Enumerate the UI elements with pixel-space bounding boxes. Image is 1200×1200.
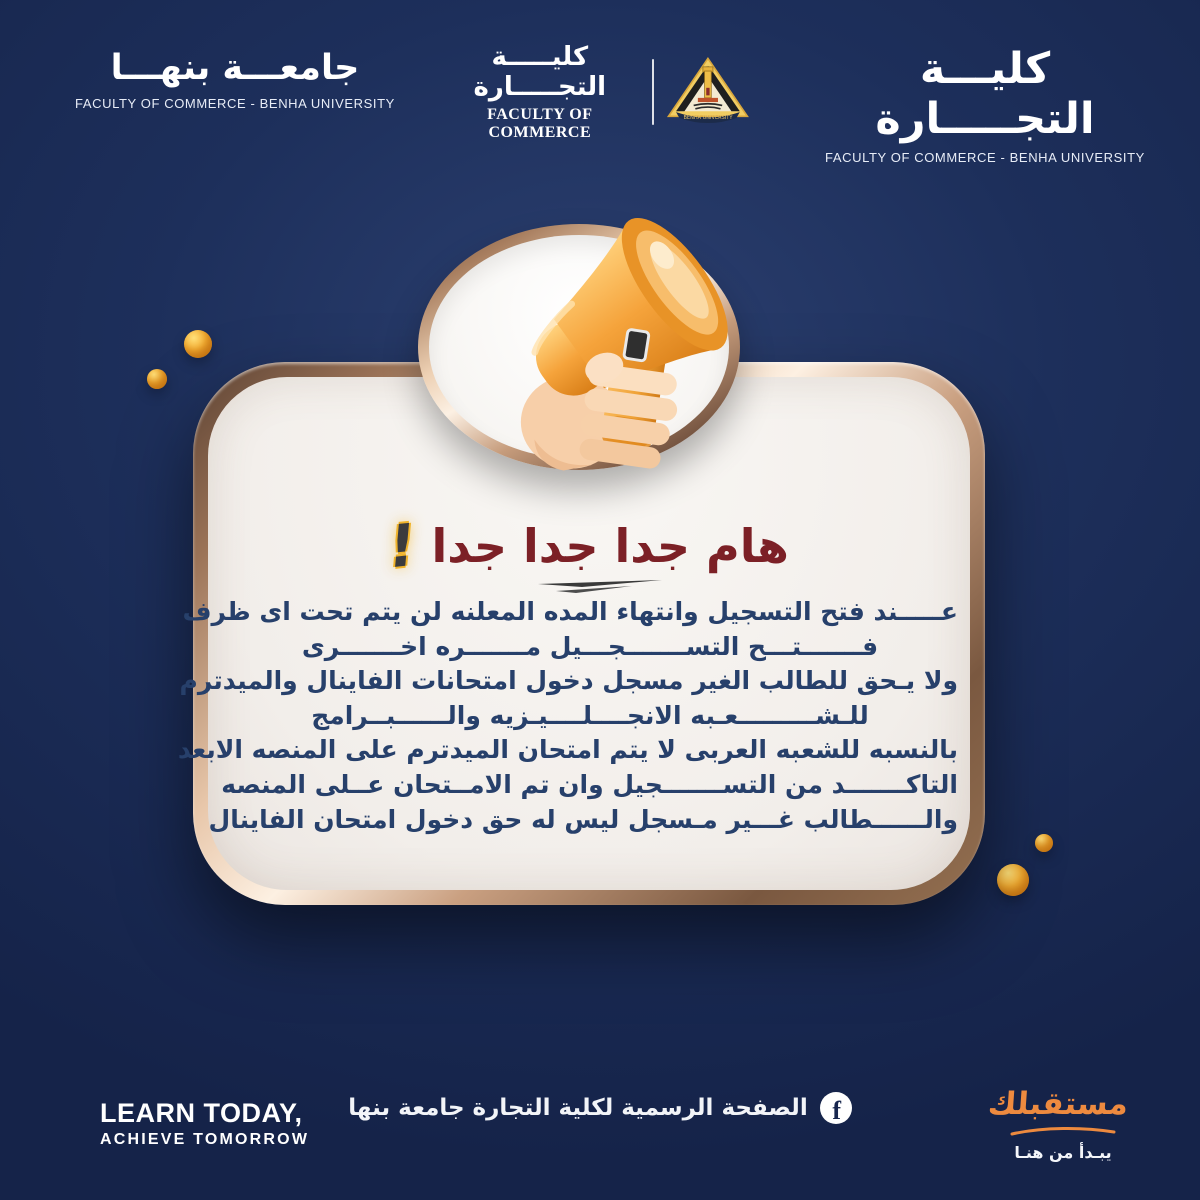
benha-university-english: FACULTY OF COMMERCE - BENHA UNIVERSITY [75,96,395,111]
decor-sphere [147,369,167,389]
mostaqbalak-brand-block [986,1086,1130,1162]
benha-university-arabic: جامعـــة بنهـــا [110,48,360,88]
announcement-body [177,595,958,837]
header-divider [652,59,655,125]
decor-sphere [1035,834,1053,852]
faculty-commerce-arabic: كليـــة التجـــــارة [875,44,1095,144]
decor-sphere [184,330,212,358]
faculty-commerce-english: FACULTY OF COMMERCE - BENHA UNIVERSITY [825,150,1145,165]
body-line: فـــــــتـــح التســـــــجـــيل مـــــــره اخـــــــرى [301,631,879,661]
emblem-caption: BENHA UNIVERSITY [683,114,733,121]
facebook-icon: f [820,1092,852,1124]
body-line: للـشـــــــــعـبه الانجــــلــــيـزيه والــــــبــرامج [311,700,869,730]
header-faculty-commerce-block [820,44,1150,165]
facebook-page-label: الصفحة الرسمية لكلية التجارة جامعة بنها [348,1095,808,1121]
body-line: عـــــند فتح التسجيل وانتهاء المده المعلنه لن يتم تحت اى ظرف [182,597,958,626]
faculty-english-label: FACULTY OF COMMERCE [487,106,593,141]
announcement-title-row [193,512,985,580]
megaphone-in-hand-icon [462,168,762,488]
header-faculty-logo-block [440,42,750,142]
brand-name: مستقبلك [986,1086,1130,1122]
body-line: بالنسبه للشعبه العربى لا يتم امتحان الميدترم على المنصه الابعد [177,735,958,765]
header-benha-university-block [70,48,400,111]
exclamation-mark: ! [385,510,419,582]
benha-university-emblem-icon [666,49,750,135]
body-line: والــــــطالب غـــير مـسجل ليس له حق دخول امتحان الفاينال [208,804,958,834]
brand-tagline: يبـدأ من هنـا [1014,1143,1112,1162]
body-line: ولا يـحق للطالب الغير مسجل دخول امتحانات الفاينال والميدترم [179,666,958,696]
brand-swoosh [1008,1125,1118,1137]
title-underline-swoosh [530,578,670,594]
slogan-line2: ACHIEVE TOMORROW [100,1131,310,1148]
slogan-line1: LEARN TODAY, [100,1098,303,1128]
faculty-arabic-label: كليـــــة التجـــــارة [473,42,607,102]
body-line: التاكـــــــد من التســـــــجيل وان تم الامــتحان عــلى المنصه [221,769,958,799]
decor-sphere [997,864,1029,896]
announcement-title: هام جدا جدا جدا [431,519,789,573]
